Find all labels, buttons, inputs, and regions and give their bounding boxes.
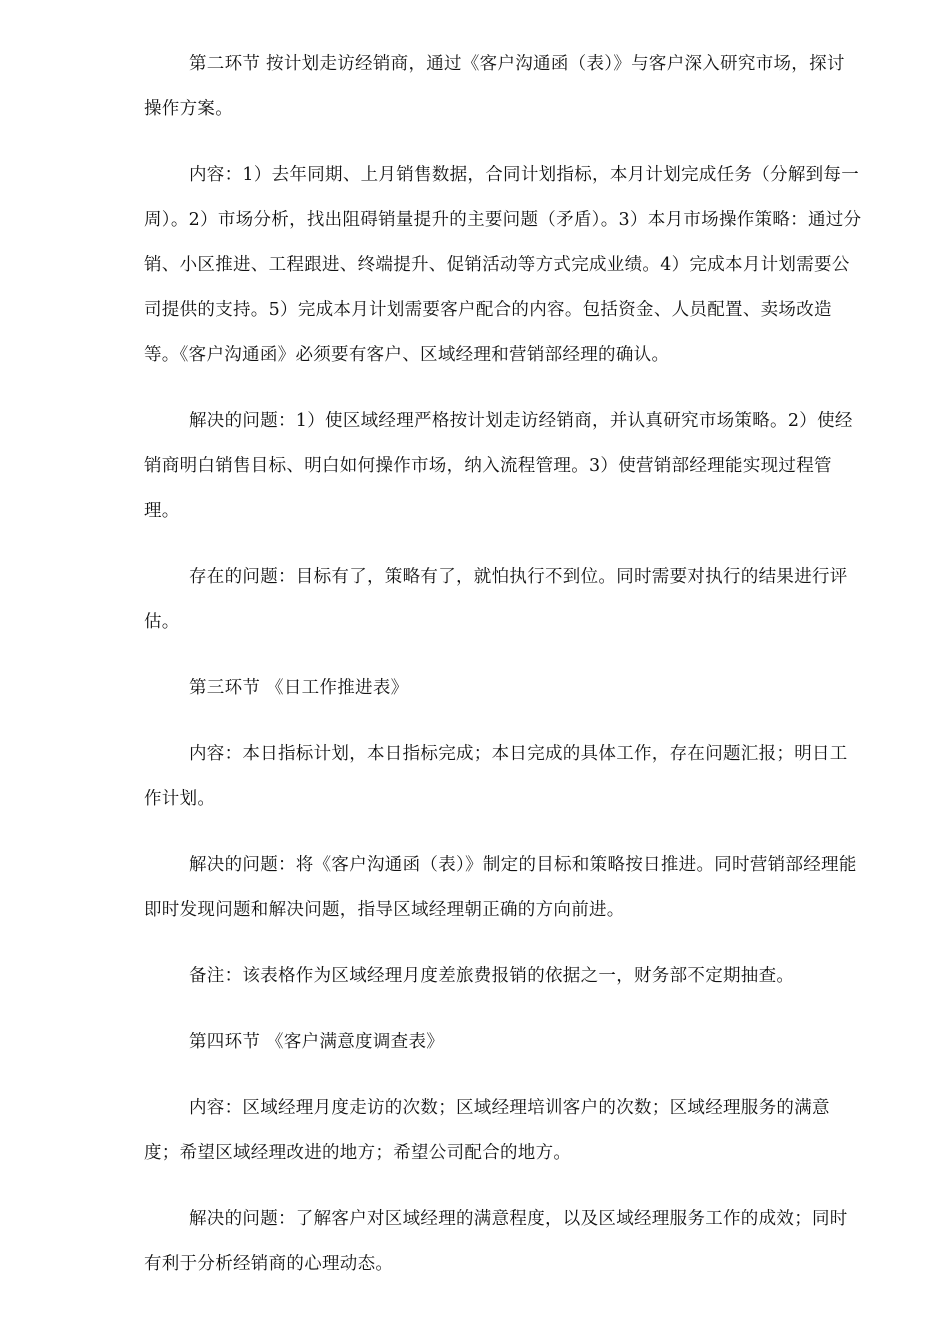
section-four-solved-problems-paragraph: 解决的问题：了解客户对区域经理的满意程度，以及区域经理服务工作的成效；同时有利于分析经销商的心理动态。 bbox=[144, 1209, 848, 1274]
section-three-content-paragraph: 内容：本日指标计划，本日指标完成；本日完成的具体工作，存在问题汇报；明日工作计划。 bbox=[144, 744, 848, 809]
section-three-solved-problems-paragraph: 解决的问题：将《客户沟通函（表）》制定的目标和策略按日推进。同时营销部经理能即时发现问题和解决问题，指导区域经理朝正确的方向前进。 bbox=[144, 855, 857, 920]
document-body bbox=[144, 42, 862, 1308]
section-three-note-paragraph: 备注：该表格作为区域经理月度差旅费报销的依据之一，财务部不定期抽查。 bbox=[189, 966, 795, 986]
section-four-heading: 第四环节 《客户满意度调查表》 bbox=[189, 1032, 445, 1052]
section-three-heading: 第三环节 《日工作推进表》 bbox=[189, 678, 409, 698]
section-four-content-paragraph: 内容：区域经理月度走访的次数；区域经理培训客户的次数；区域经理服务的满意度；希望区域经理改进的地方；希望公司配合的地方。 bbox=[144, 1098, 830, 1163]
section-two-heading-paragraph: 第二环节 按计划走访经销商，通过《客户沟通函（表）》与客户深入研究市场，探讨操作方案。 bbox=[144, 54, 845, 119]
section-two-existing-problems-paragraph: 存在的问题：目标有了，策略有了，就怕执行不到位。同时需要对执行的结果进行评估。 bbox=[144, 567, 848, 632]
section-two-content-paragraph: 内容：1）去年同期、上月销售数据，合同计划指标，本月计划完成任务（分解到每一周）。2）市场分析，找出阻碍销量提升的主要问题（矛盾）。3）本月市场操作策略：通过分销、小区推进、工程跟进、终端提升、促销活动等方式完成业绩。4）完成本月计划需要公司提供的支持。5）完成本月计划需要客户配合的内容。包括资金、人员配置、卖场改造等。《客户沟通函》必须要有客户、区域经理和营销部经理的确认。 bbox=[144, 165, 862, 365]
section-two-solved-problems-paragraph: 解决的问题：1）使区域经理严格按计划走访经销商，并认真研究市场策略。2）使经销商明白销售目标、明白如何操作市场，纳入流程管理。3）使营销部经理能实现过程管理。 bbox=[144, 411, 853, 521]
